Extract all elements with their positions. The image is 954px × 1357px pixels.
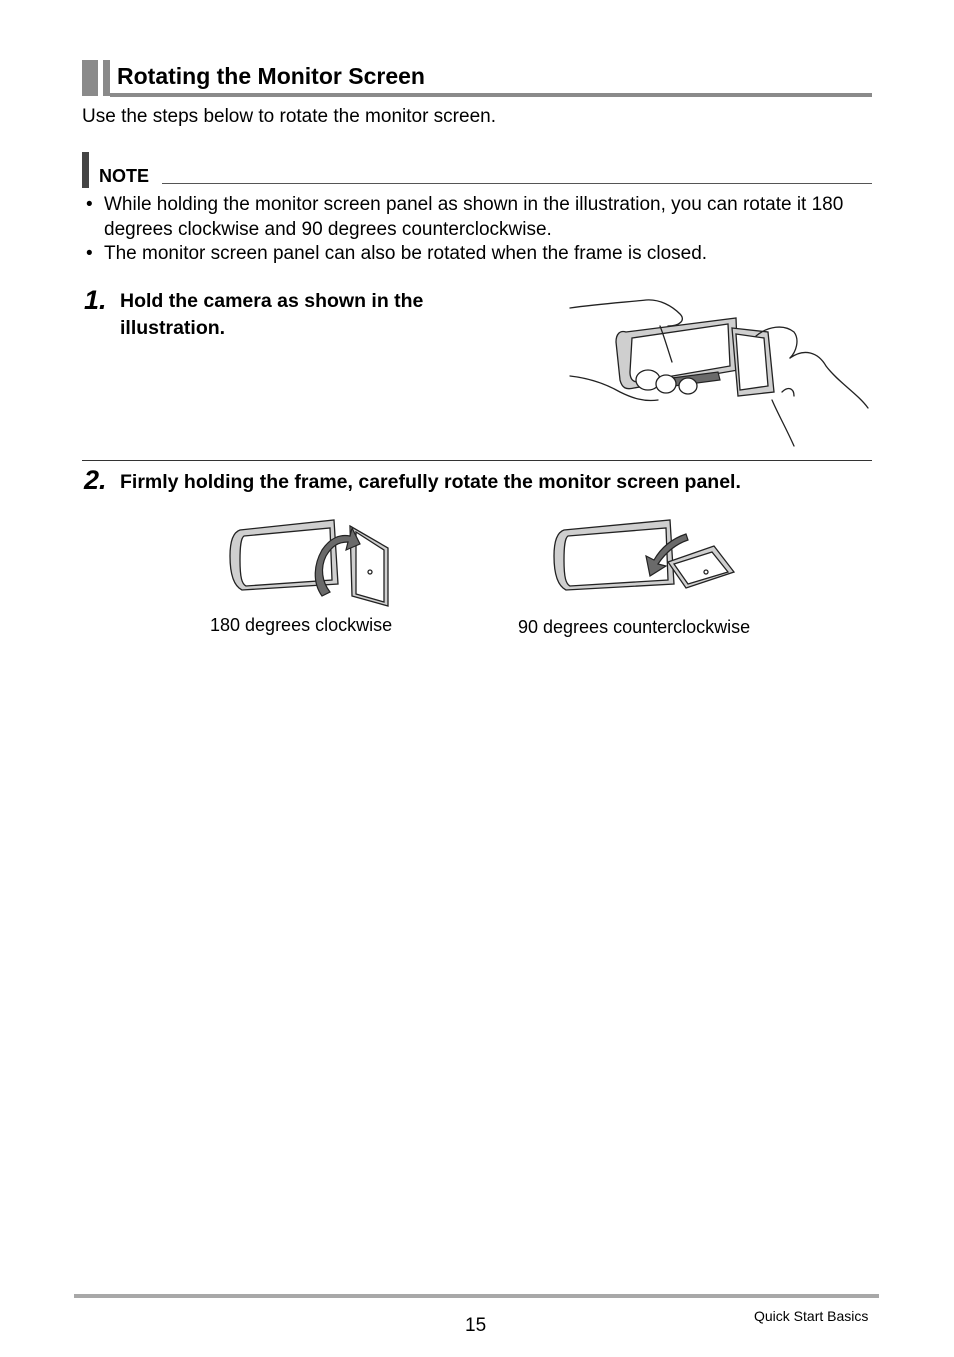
rotate-clockwise-illustration [226,516,392,610]
heading-bar-right [103,60,110,96]
step-2-number: 2. [84,465,107,495]
bullet-icon: • [86,194,93,215]
note-rule [162,183,872,184]
note-bullet-text: While holding the monitor screen panel as shown in the illustration, you can rotate it 180 degrees clockwise and 90 degrees counterclockwise. [104,194,844,240]
page-number: 15 [465,1315,487,1336]
step-divider [82,460,872,461]
chapter-label: Quick Start Basics [754,1308,869,1324]
note-marker [82,152,89,188]
hands-holding-camera-illustration [568,296,872,448]
footer-rule [74,1294,879,1298]
note-bullet-text: The monitor screen panel can also be rotated when the frame is closed. [104,243,708,264]
note-bullet [82,242,882,267]
step-2-text: Firmly holding the frame, carefully rotate the monitor screen panel. [120,471,741,493]
rotate-counterclockwise-illustration [550,516,736,600]
intro-text: Use the steps below to rotate the monitor screen. [82,106,496,127]
caption-clockwise: 180 degrees clockwise [210,615,393,635]
caption-counterclockwise: 90 degrees counterclockwise [518,617,751,637]
heading-bar-left [82,60,98,96]
heading-underline [110,93,872,97]
note-bullet-list [82,193,882,267]
note-bullet [82,193,882,242]
step-1-number: 1. [84,285,107,315]
note-label: NOTE [99,166,150,186]
bullet-icon: • [86,243,93,264]
section-title: Rotating the Monitor Screen [117,63,425,89]
step-1-text: Hold the camera as shown in the illustration. [120,290,424,339]
